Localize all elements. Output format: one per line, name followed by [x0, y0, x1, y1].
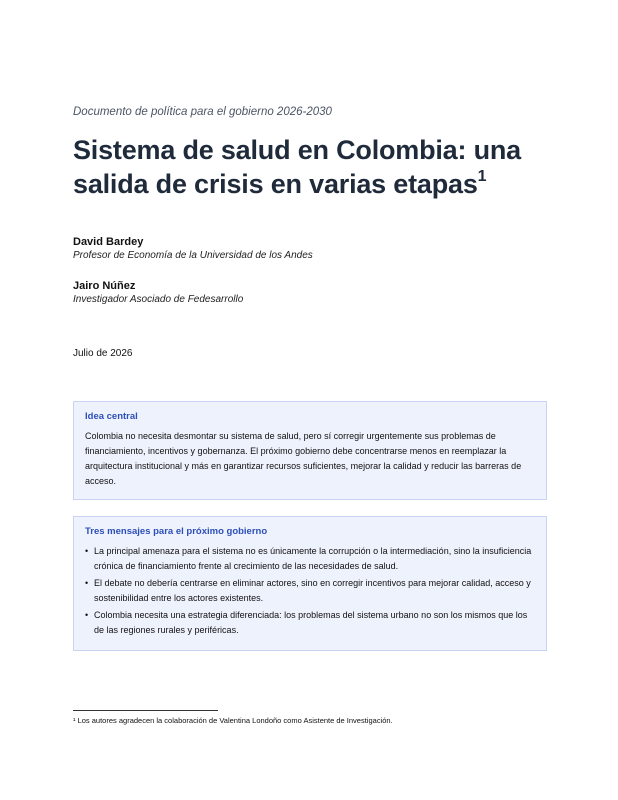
list-item-text: Colombia necesita una estrategia diferenciada: los problemas del sistema urbano no son los mismos que los de las regiones rurales y periféricas.	[94, 610, 528, 635]
document-title	[73, 133, 547, 201]
list-item	[85, 576, 535, 606]
bullet-icon: •	[85, 578, 89, 588]
mensajes-list	[85, 544, 535, 638]
mensajes-heading: Tres mensajes para el próximo gobierno	[85, 526, 268, 537]
idea-central-text: Colombia no necesita desmontar su sistema de salud, pero sí corregir urgentemente sus problemas de financiamiento, incentivos y gobernanza. El próximo gobierno debe concentrarse menos en reemplazar la arquitectura institucional y más en garantizar recursos suficientes, mejorar la calidad y reducir las barreras de acceso.	[85, 431, 522, 486]
bullet-icon: •	[85, 610, 89, 620]
list-item-text: La principal amenaza para el sistema no es únicamente la corrupción o la intermediación, sino la insuficiencia crónica de financiamiento frente al crecimiento de las necesidades de salud.	[94, 546, 532, 571]
idea-central-box	[73, 401, 547, 500]
list-item	[85, 544, 535, 574]
bullet-icon: •	[85, 546, 89, 556]
footnote: ¹ Los autores agradecen la colaboración de Valentina Londoño como Asistente de Investigación.	[73, 716, 393, 725]
list-item-text: El debate no debería centrarse en eliminar actores, sino en corregir incentivos para mejorar calidad, acceso y sostenibilidad entre los actores existentes.	[94, 578, 531, 603]
author-role: Profesor de Economía de la Universidad de los Andes	[73, 250, 313, 261]
author-name: David Bardey	[73, 236, 144, 248]
author-name: Jairo Núñez	[73, 280, 136, 292]
title-footnote-mark: 1	[477, 168, 487, 185]
list-item	[85, 608, 535, 638]
idea-central-heading: Idea central	[85, 411, 138, 422]
author-block	[73, 235, 313, 263]
author-role: Investigador Asociado de Fedesarrollo	[73, 294, 244, 305]
footnote-divider	[73, 710, 218, 711]
title-text: Sistema de salud en Colombia: una salida de crisis en varias etapas	[73, 135, 521, 199]
author-block	[73, 279, 243, 307]
publication-date: Julio de 2026	[73, 348, 133, 359]
document-subtitle: Documento de política para el gobierno 2026-2030	[73, 106, 332, 118]
mensajes-box	[73, 516, 547, 651]
